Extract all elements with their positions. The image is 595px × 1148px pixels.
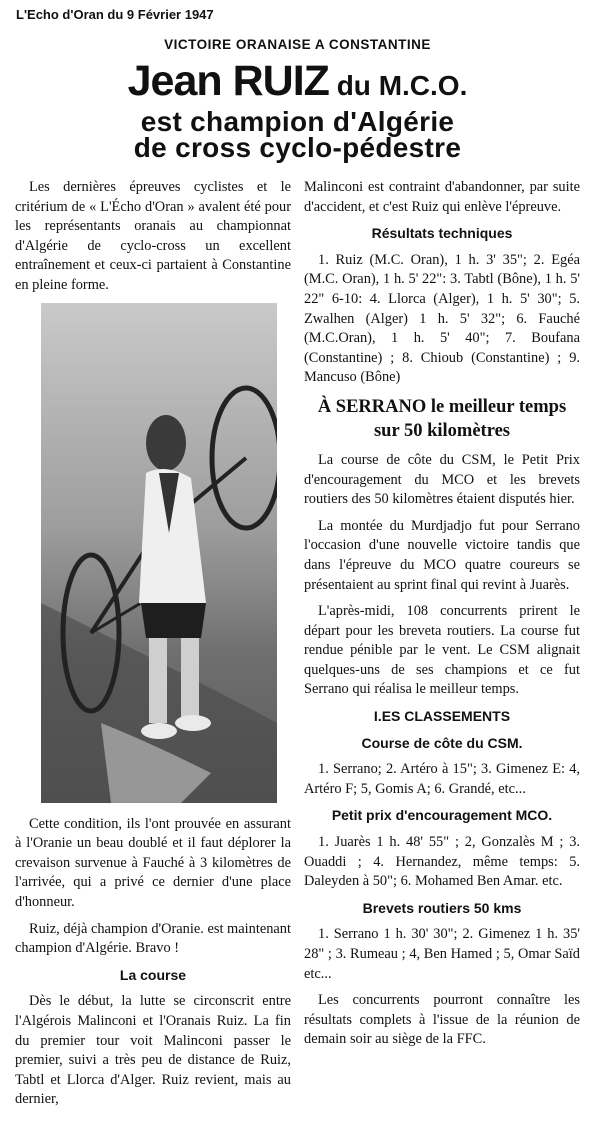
classements-subheading: I.ES CLASSEMENTS [373, 708, 511, 725]
headline-name: RUIZ [232, 57, 329, 105]
cyclist-photo [41, 303, 277, 803]
article-paragraph: L'après-midi, 108 concurrents prirent le départ pour les breveta routiers. La course fut rendue pénible par le vent. Le CSM alignait quelques-uns de ses champions et ce fut Serrano qui réalisa le meilleur temps. [304, 603, 580, 698]
headline-club: du M.C.O. [328, 70, 468, 101]
headline-name-prefix: Jean [127, 57, 233, 105]
article-paragraph: Cette condition, ils l'ont prouvée en assurant à l'Oranie un beau doublé et il faut déplorer la crevaison survenue à Fauché à 3 kilomètres de l'arrivée, qui a privé ce dernier d'une place d'honneur. [15, 815, 291, 910]
headline-line-2: est champion d'Algérie [140, 106, 455, 137]
source-caption: L'Echo d'Oran du 9 Février 1947 [16, 7, 214, 22]
article-paragraph: Les dernières épreuves cyclistes et le critérium de « L'Écho d'Oran » avalent été pour les représentants oranais au championnat d'Algérie de cyclo-cross un excellent entraînement et ceux-ci partaient à Constantine en pleine forme. [15, 179, 291, 293]
right-column [304, 178, 580, 1148]
article-paragraph: Malinconi est contraint d'abandonner, par suite d'accident, et c'est Ruiz qui enlève l'épreuve. [304, 179, 580, 215]
article-paragraph: Ruiz, déjà champion d'Oranie. est maintenant champion d'Algérie. Bravo ! [15, 920, 291, 957]
headline-line-1 [0, 57, 595, 105]
headline-line-3: de cross cyclo-pédestre [133, 132, 462, 163]
results-paragraph: 1. Ruiz (M.C. Oran), 1 h. 3' 35"; 2. Egéa (M.C. Oran), 1 h. 5' 22": 3. Tabtl (Bône), 1 h. 5' 22" 6-10: 4. Llorca (Alger), 1 h. 5' 30"; 5. Zwalhen (Alger) 1 h. 5' 32"; 6. Fauché (M.C.Oran), 1 h. 5' 40"; 7. Boufana (Constantine) ; 8. Chioub (Constantine) ; 9. Mancuso (Bône) [304, 251, 580, 386]
brevets-subheading: Brevets routiers 50 kms [362, 899, 522, 916]
results-subheading: Résultats techniques [371, 225, 513, 242]
results-paragraph: 1. Serrano 1 h. 30' 30"; 2. Gimenez 1 h. 35' 28" ; 3. Rumeau ; 4, Ben Hamed ; 5, Omar Saïd etc... [304, 926, 580, 982]
left-column [15, 178, 291, 1148]
serrano-subheading: À SERRANO le meilleur temps sur 50 kilomètres [317, 396, 567, 441]
mco-subheading: Petit prix d'encouragement MCO. [331, 807, 553, 824]
article-paragraph: Dès le début, la lutte se circonscrit entre l'Algérois Malinconi et l'Oranais Ruiz. La fin du premier tour voit Malinconi passer le premier, suivi a très peu de distance de Ruiz, Tabtl et Llorca d'Alger. Ruiz revient, mais au dernier, [15, 993, 291, 1108]
article-paragraph: La course de côte du CSM, le Petit Prix d'encouragement du MCO et les brevets routiers des 50 kilomètres étaient disputés hier. [304, 451, 580, 508]
article-paragraph: Les concurrents pourront connaître les résultats complets à l'issue de la réunion de demain soir au siège de la FFC. [304, 992, 580, 1048]
headline-kicker: VICTOIRE ORANAISE A CONSTANTINE [164, 37, 431, 52]
course-subheading: La course [119, 966, 187, 983]
csm-subheading: Course de côte du CSM. [361, 734, 523, 751]
results-paragraph: 1. Juarès 1 h. 48' 55" ; 2, Gonzalès M ; 3. Ouaddi ; 4. Hernandez, même temps: 5. Daleyden à 50"; 6. Mohamed Ben Amar. etc. [304, 834, 580, 890]
article-paragraph: La montée du Murdjadjo fut pour Serrano l'occasion d'une nouvelle victoire tandis que dans l'épreuve du MCO quatre coureurs se présentaient au sprint final qui revint à Juarès. [304, 517, 580, 593]
results-paragraph: 1. Serrano; 2. Artéro à 15"; 3. Gimenez E: 4, Artéro F; 5, Gomis A; 6. Grandé, etc... [304, 761, 580, 797]
